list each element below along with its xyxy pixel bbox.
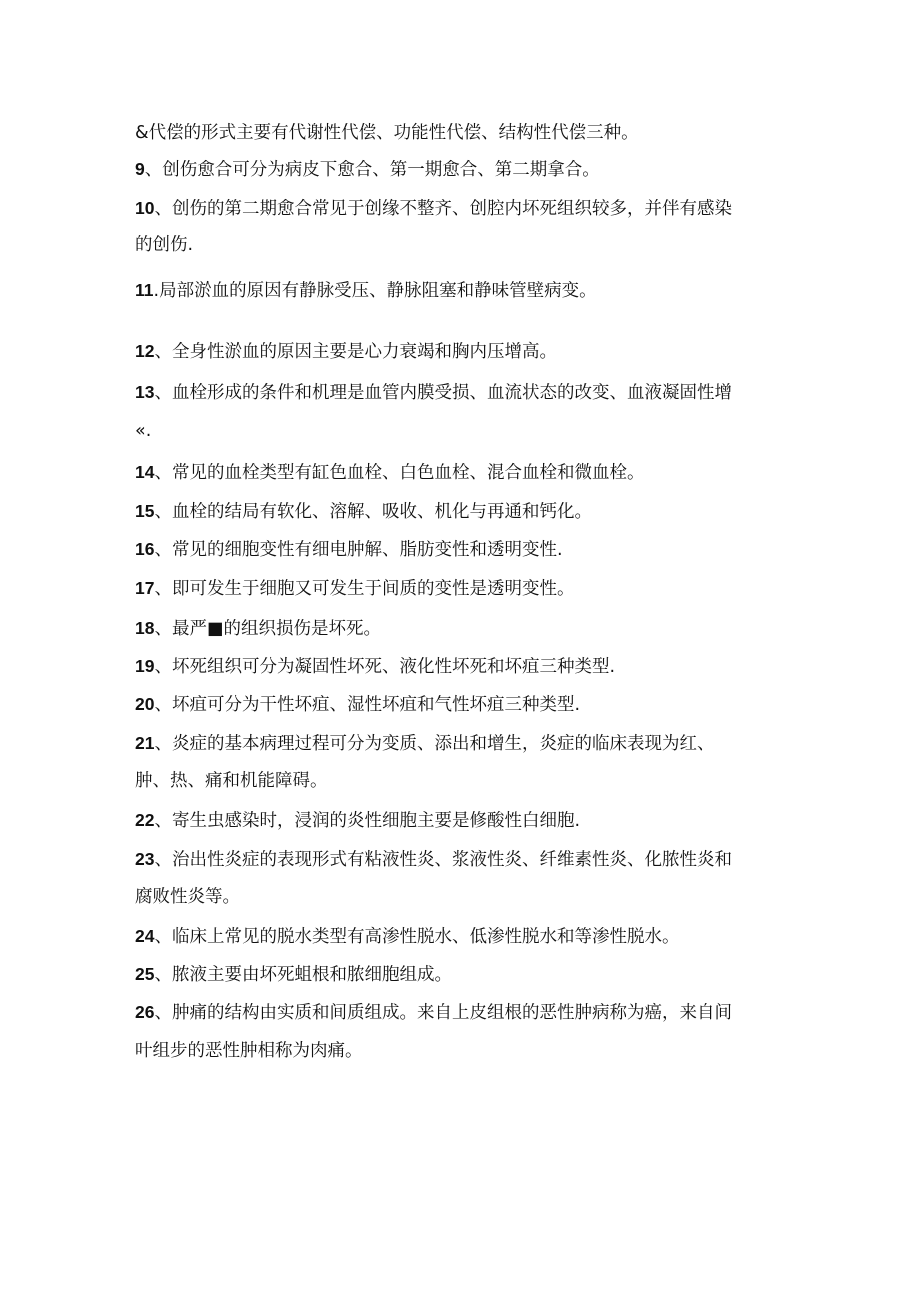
item-21-cont: 肿、热、痛和机能障碍。 (135, 771, 328, 791)
item-10: 10、创伤的第二期愈合常见于创缘不整齐、创腔内坏死组织较多，并伴有感染 (135, 198, 732, 219)
item-22: 22、寄生虫感染时，浸润的炎性细胞主要是修酸性白细胞. (135, 810, 581, 831)
item-21: 21、炎症的基本病理过程可分为变质、添出和增生，炎症的临床表现为红、 (135, 733, 715, 754)
item-15: 15、血栓的结局有软化、溶解、吸收、机化与再通和钙化。 (135, 501, 592, 522)
item-11: 11.局部淤血的原因有静脉受压、静脉阻塞和静味管壁病变。 (135, 280, 597, 301)
item-14: 14、常见的血栓类型有缸色血栓、白色血栓、混合血栓和微血栓。 (135, 462, 645, 483)
item-12: 12、全身性淤血的原因主要是心力衰竭和胸内压增高。 (135, 341, 557, 362)
item-24: 24、临床上常见的脱水类型有高渗性脱水、低渗性脱水和等渗性脱水。 (135, 926, 680, 947)
item-10-cont: 的创伤. (135, 235, 194, 255)
item-16: 16、常见的细胞变性有细电肿解、脂肪变性和透明变性. (135, 539, 563, 560)
item-23-cont: 腐败性炎等。 (135, 887, 240, 907)
item-20: 20、坏疽可分为干性坏疽、湿性坏疽和气性坏疽三种类型. (135, 694, 581, 715)
item-9: 9、创伤愈合可分为病皮下愈合、第一期愈合、第二期拿合。 (135, 159, 600, 180)
item-18: 18、最严■的组织损伤是坏死。 (135, 618, 382, 639)
item-25: 25、脓液主要由坏死蛆根和脓细胞组成。 (135, 964, 452, 985)
item-13: 13、血栓形成的条件和机理是血管内膜受损、血流状态的改变、血液凝固性增 (135, 382, 732, 403)
item-26: 26、肿痛的结构由实质和间质组成。来自上皮组根的恶性肿病称为癌，来自间 (135, 1002, 732, 1023)
item-19: 19、坏死组织可分为凝固性坏死、液化性坏死和坏疽三种类型. (135, 656, 616, 677)
item-23: 23、治出性炎症的表现形式有粘液性炎、浆液性炎、纤维素性炎、化脓性炎和 (135, 849, 732, 870)
item-17: 17、即可发生于细胞又可发生于间质的变性是透明变性。 (135, 578, 575, 599)
item-8: &代偿的形式主要有代谢性代偿、功能性代偿、结构性代偿三种。 (135, 123, 639, 143)
item-26-cont: 叶组步的恶性肿相称为肉痛。 (135, 1041, 363, 1061)
item-13-cont: «. (135, 421, 152, 441)
